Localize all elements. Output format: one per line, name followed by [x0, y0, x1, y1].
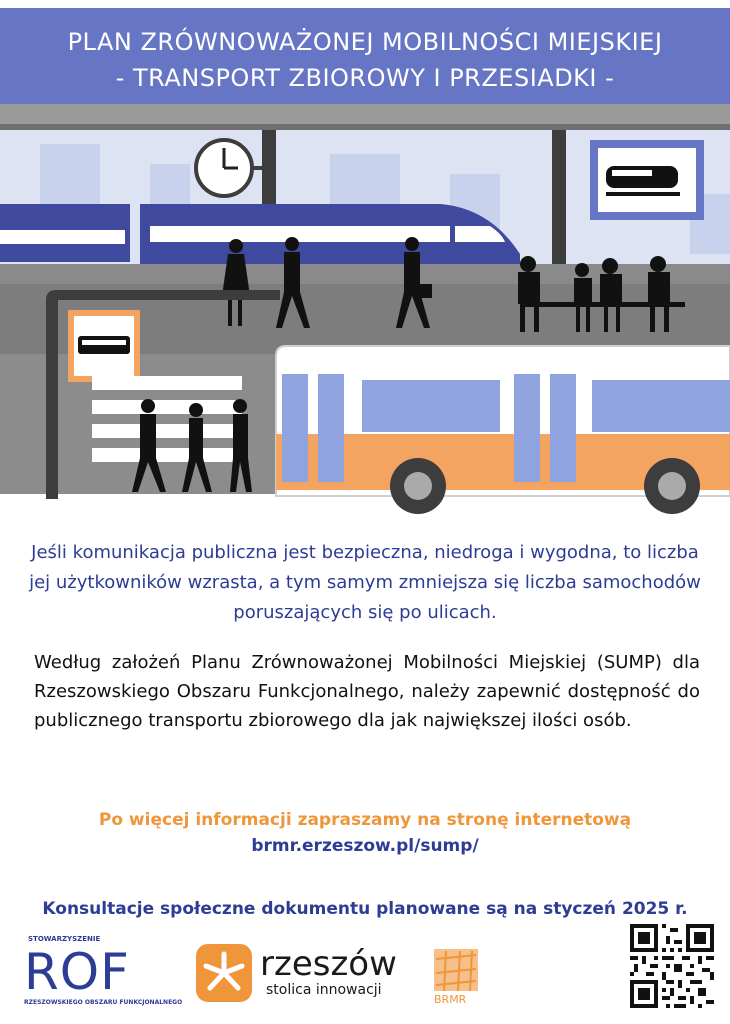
lead-paragraph: Jeśli komunikacja publiczna jest bezpieczna, niedroga i wygodna, to liczba jej użytkowników wzrasta, a tym samym zmniejsza się liczba samochodów poruszających się po ulicach. — [29, 542, 701, 623]
consultation-note: Konsultacje społeczne dokumentu planowane są na styczeń 2025 r. — [42, 899, 688, 919]
bus — [276, 346, 730, 514]
qr-code[interactable] — [630, 924, 714, 1008]
website-link[interactable]: brmr.erzeszow.pl/sump/ — [251, 836, 479, 856]
transit-illustration — [0, 104, 730, 524]
rof-logo — [22, 935, 183, 1013]
cta-text: Po więcej informacji zapraszamy na stronę internetową — [98, 810, 632, 830]
rof-logo-main-text: ROF — [24, 943, 130, 1001]
bus-sign-icon — [68, 310, 140, 382]
brm-logo-text: BRMR — [434, 993, 467, 1006]
rzeszow-logo — [194, 942, 404, 1006]
train-sign-icon — [590, 140, 704, 220]
brm-logo — [432, 947, 480, 1009]
rzeszow-logo-name: rzeszów — [260, 944, 397, 984]
rzeszow-logo-icon — [194, 942, 254, 1004]
rof-logo-top-text: STOWARZYSZENIE — [28, 935, 101, 943]
brm-logo-map-icon — [432, 947, 480, 993]
header-banner — [0, 8, 730, 104]
page-title-line1: PLAN ZRÓWNOWAŻONEJ MOBILNOŚCI MIEJSKIEJ — [67, 28, 663, 56]
page-title-line2: - TRANSPORT ZBIOROWY I PRZESIADKI - — [115, 64, 615, 92]
body-paragraph: Według założeń Planu Zrównoważonej Mobilności Miejskiej (SUMP) dla Rzeszowskiego Obszaru Funkcjonalnego, należy zapewnić dostępność do publicznego transportu zbiorowego dla jak największej ilości osób. — [34, 652, 700, 731]
train — [0, 204, 520, 264]
rof-logo-bottom-text: RZESZOWSKIEGO OBSZARU FUNKCJONALNEGO — [24, 999, 183, 1006]
rzeszow-logo-tagline: stolica innowacji — [266, 982, 382, 998]
